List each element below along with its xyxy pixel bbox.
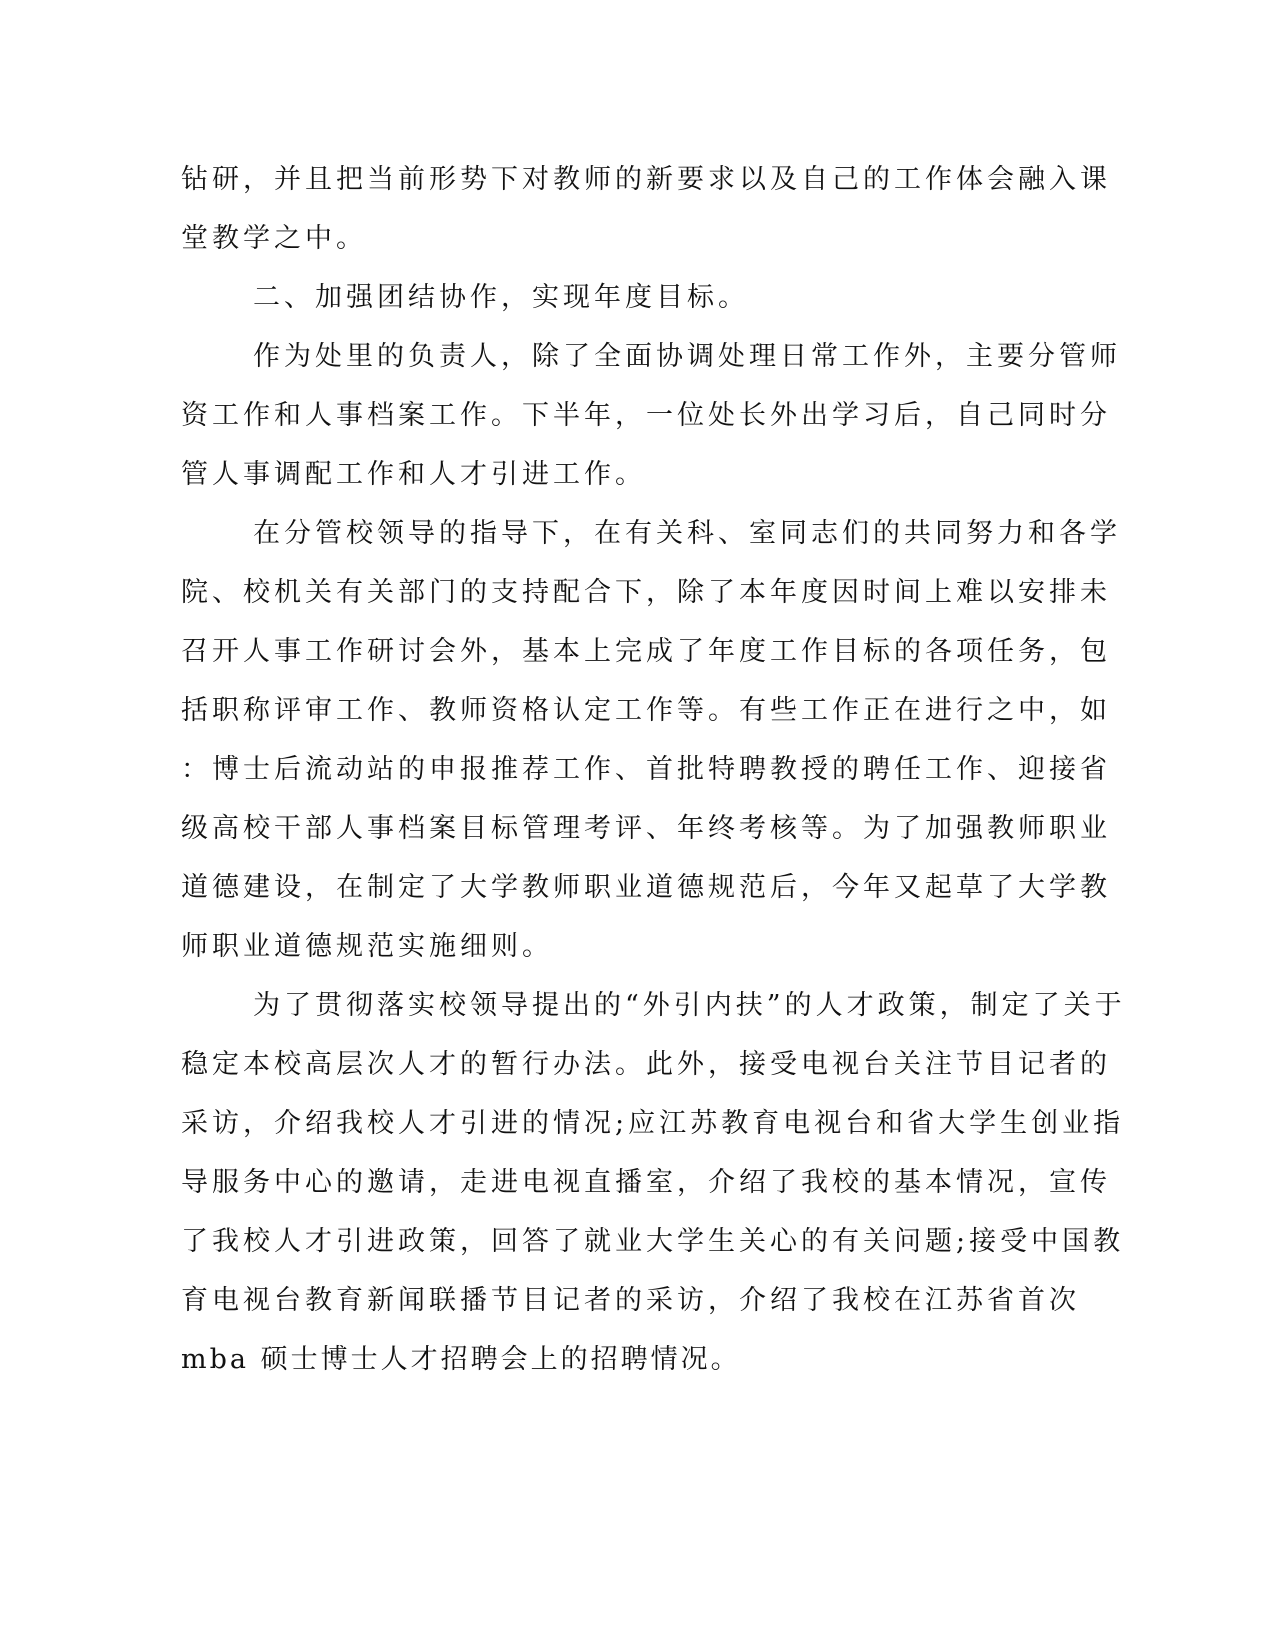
text-line-6: 管人事调配工作和人才引进工作。 [181, 459, 646, 490]
text-line-16: 稳定本校高层次人才的暂行办法。此外，接受电视台关注节目记者的 [181, 1049, 1111, 1080]
text-line-8: 院、校机关有关部门的支持配合下，除了本年度因时间上难以安排未 [181, 577, 1111, 608]
text-line-13: 道德建设，在制定了大学教师职业道德规范后，今年又起草了大学教 [181, 872, 1111, 903]
text-line-11: ：博士后流动站的申报推荐工作、首批特聘教授的聘任工作、迎接省 [181, 754, 1111, 785]
text-line-18: 导服务中心的邀请，走进电视直播室，介绍了我校的基本情况，宣传 [181, 1167, 1111, 1198]
text-line-15: 为了贯彻落实校领导提出的“外引内扶”的人才政策，制定了关于 [253, 990, 1126, 1021]
text-line-17: 采访，介绍我校人才引进的情况;应江苏教育电视台和省大学生创业指 [181, 1108, 1125, 1139]
text-line-21: mba 硕士博士人才招聘会上的招聘情况。 [181, 1344, 741, 1375]
text-line-20: 育电视台教育新闻联播节目记者的采访，介绍了我校在江苏省首次 [181, 1285, 1080, 1316]
text-line-19: 了我校人才引进政策，回答了就业大学生关心的有关问题;接受中国教 [181, 1226, 1125, 1257]
text-line-5: 资工作和人事档案工作。下半年，一位处长外出学习后，自己同时分 [181, 400, 1111, 431]
text-line-4: 作为处里的负责人，除了全面协调处理日常工作外，主要分管师 [253, 341, 1121, 372]
text-line-14: 师职业道德规范实施细则。 [181, 931, 553, 962]
text-line-1: 钻研，并且把当前形势下对教师的新要求以及自己的工作体会融入课 [181, 164, 1111, 195]
section-heading: 二、加强团结协作，实现年度目标。 [253, 282, 749, 313]
text-line-10: 括职称评审工作、教师资格认定工作等。有些工作正在进行之中，如 [181, 695, 1111, 726]
text-line-7: 在分管校领导的指导下，在有关科、室同志们的共同努力和各学 [253, 518, 1121, 549]
text-line-9: 召开人事工作研讨会外，基本上完成了年度工作目标的各项任务，包 [181, 636, 1111, 667]
text-line-2: 堂教学之中。 [181, 223, 367, 254]
text-line-12: 级高校干部人事档案目标管理考评、年终考核等。为了加强教师职业 [181, 813, 1111, 844]
